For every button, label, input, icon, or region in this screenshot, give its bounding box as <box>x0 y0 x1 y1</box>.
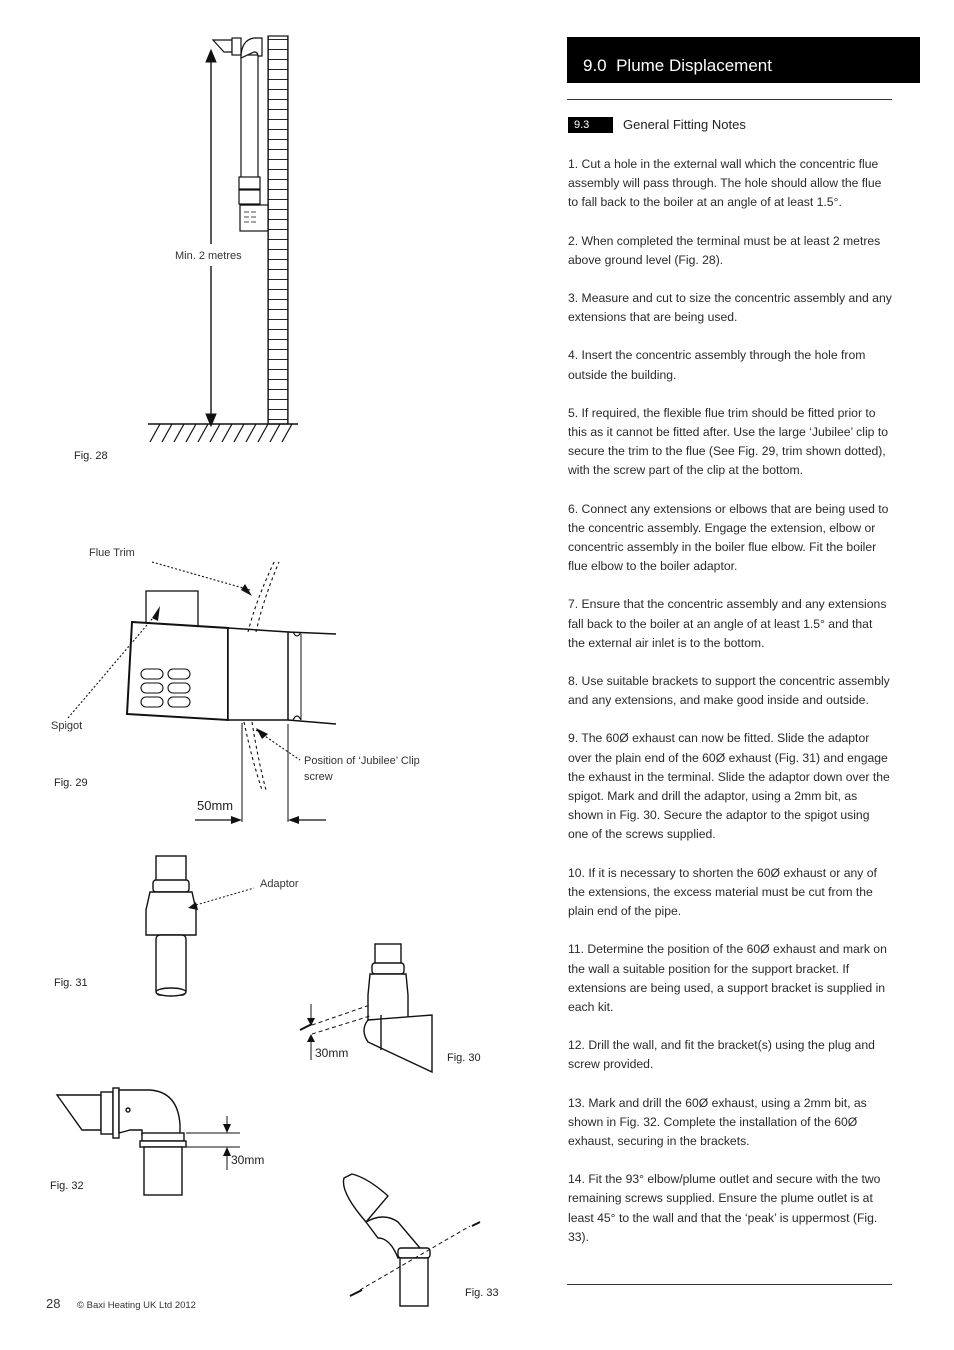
note-3: 3. Measure and cut to size the concentric assembly and any extensions that are being used. <box>568 291 892 325</box>
subsection-title: General Fitting Notes <box>623 117 746 132</box>
fig29-label-flue-trim: Flue Trim <box>89 547 135 559</box>
page-number: 28 <box>46 1296 61 1311</box>
note-1: 1. Cut a hole in the external wall which the concentric flue assembly will pass through. The hole should allow the flue to fall back to the boiler at an angle of at least 1.5°. <box>568 157 882 210</box>
note-6: 6. Connect any extensions or elbows that are being used to the concentric assembly. Engage the extension, elbow or concentric assembly in the boiler flue elbow. Fit the boiler flue elbow to the boiler adaptor. <box>568 501 889 574</box>
fig31-label-adaptor: Adaptor <box>260 878 299 890</box>
fig29-label-clip-line2: screw <box>304 771 333 783</box>
note-11: 11. Determine the position of the 60Ø exhaust and mark on the wall a suitable position for the support bracket. If extensions are being used, a support bracket is supplied in each kit. <box>568 942 887 1014</box>
fig29-label-clip-line1: Position of ‘Jubilee’ Clip <box>304 755 420 767</box>
fig29-drawing <box>68 560 336 824</box>
fig30-dimension: 30mm <box>315 1046 349 1060</box>
note-9: 9. The 60Ø exhaust can now be fitted. Slide the adaptor over the plain end of the 60Ø exhaust (Fig. 31) and engage the exhaust in the terminal. Slide the adaptor down over the spigot. Mark and drill the adaptor, using a 2mm bit, as shown in Fig. 30. Secure the adaptor to the spigot using one of the screws supplied. <box>568 731 890 842</box>
copyright: © Baxi Heating UK Ltd 2012 <box>77 1300 196 1311</box>
fig30-caption: Fig. 30 <box>447 1052 481 1064</box>
note-10: 10. If it is necessary to shorten the 60Ø exhaust or any of the extensions, the excess material must be cut from the plain end of the pipe. <box>568 865 877 919</box>
flue-terminal <box>240 205 268 231</box>
fig32-dimension: 30mm <box>231 1153 265 1167</box>
brick-wall <box>268 36 288 424</box>
note-8: 8. Use suitable brackets to support the concentric assembly and any extensions, and make good inside and outside. <box>568 674 890 708</box>
fig28-label-height: Min. 2 metres <box>175 250 242 262</box>
fig28-caption: Fig. 28 <box>74 450 108 462</box>
note-12: 12. Drill the wall, and fit the bracket(s) using the plug and screw provided. <box>568 1038 875 1072</box>
note-5: 5. If required, the flexible flue trim should be fitted prior to this as it cannot be fitted after. Use the large ‘Jubilee’ clip to secure the trim to the flue (See Fig. 29, trim shown dotted), with the screw part of the clip at the bottom. <box>568 405 888 478</box>
fig29-label-spigot: Spigot <box>51 720 83 732</box>
fig28-drawing <box>148 36 298 442</box>
header-rule <box>567 99 892 100</box>
fitting-notes <box>568 155 892 1266</box>
note-4: 4. Insert the concentric assembly through the hole from outside the building. <box>568 348 866 382</box>
fig33-caption: Fig. 33 <box>465 1287 499 1299</box>
note-2: 2. When completed the terminal must be at least 2 metres above ground level (Fig. 28). <box>568 233 881 267</box>
fig29-dimension: 50mm <box>197 798 234 813</box>
subsection-number: 9.3 <box>568 117 613 133</box>
fig32-drawing <box>57 1088 240 1195</box>
footer-rule <box>567 1284 892 1285</box>
section-header-bar <box>567 37 920 83</box>
note-13: 13. Mark and drill the 60Ø exhaust, using a 2mm bit, as shown in Fig. 32. Complete the installation of the 60Ø exhaust, securing in the brackets. <box>568 1095 867 1148</box>
note-14: 14. Fit the 93° elbow/plume outlet and secure with the two remaining screws supplied. Ensure the plume outlet is at least 45° to the wall and that the ‘peak’ is uppermost (Fig. 33). <box>568 1172 881 1244</box>
subsection-heading <box>568 117 898 133</box>
section-header-title: 9.0 Plume Displacement <box>583 56 772 75</box>
fig31-caption: Fig. 31 <box>54 977 88 989</box>
fig33-drawing <box>343 1174 480 1306</box>
fig32-caption: Fig. 32 <box>50 1180 84 1192</box>
note-7: 7. Ensure that the concentric assembly and any extensions fall back to the boiler at an angle of at least 1.5° and that the external air inlet is to the bottom. <box>568 597 887 650</box>
fig31-drawing <box>146 856 254 996</box>
fig29-caption: Fig. 29 <box>54 777 88 789</box>
